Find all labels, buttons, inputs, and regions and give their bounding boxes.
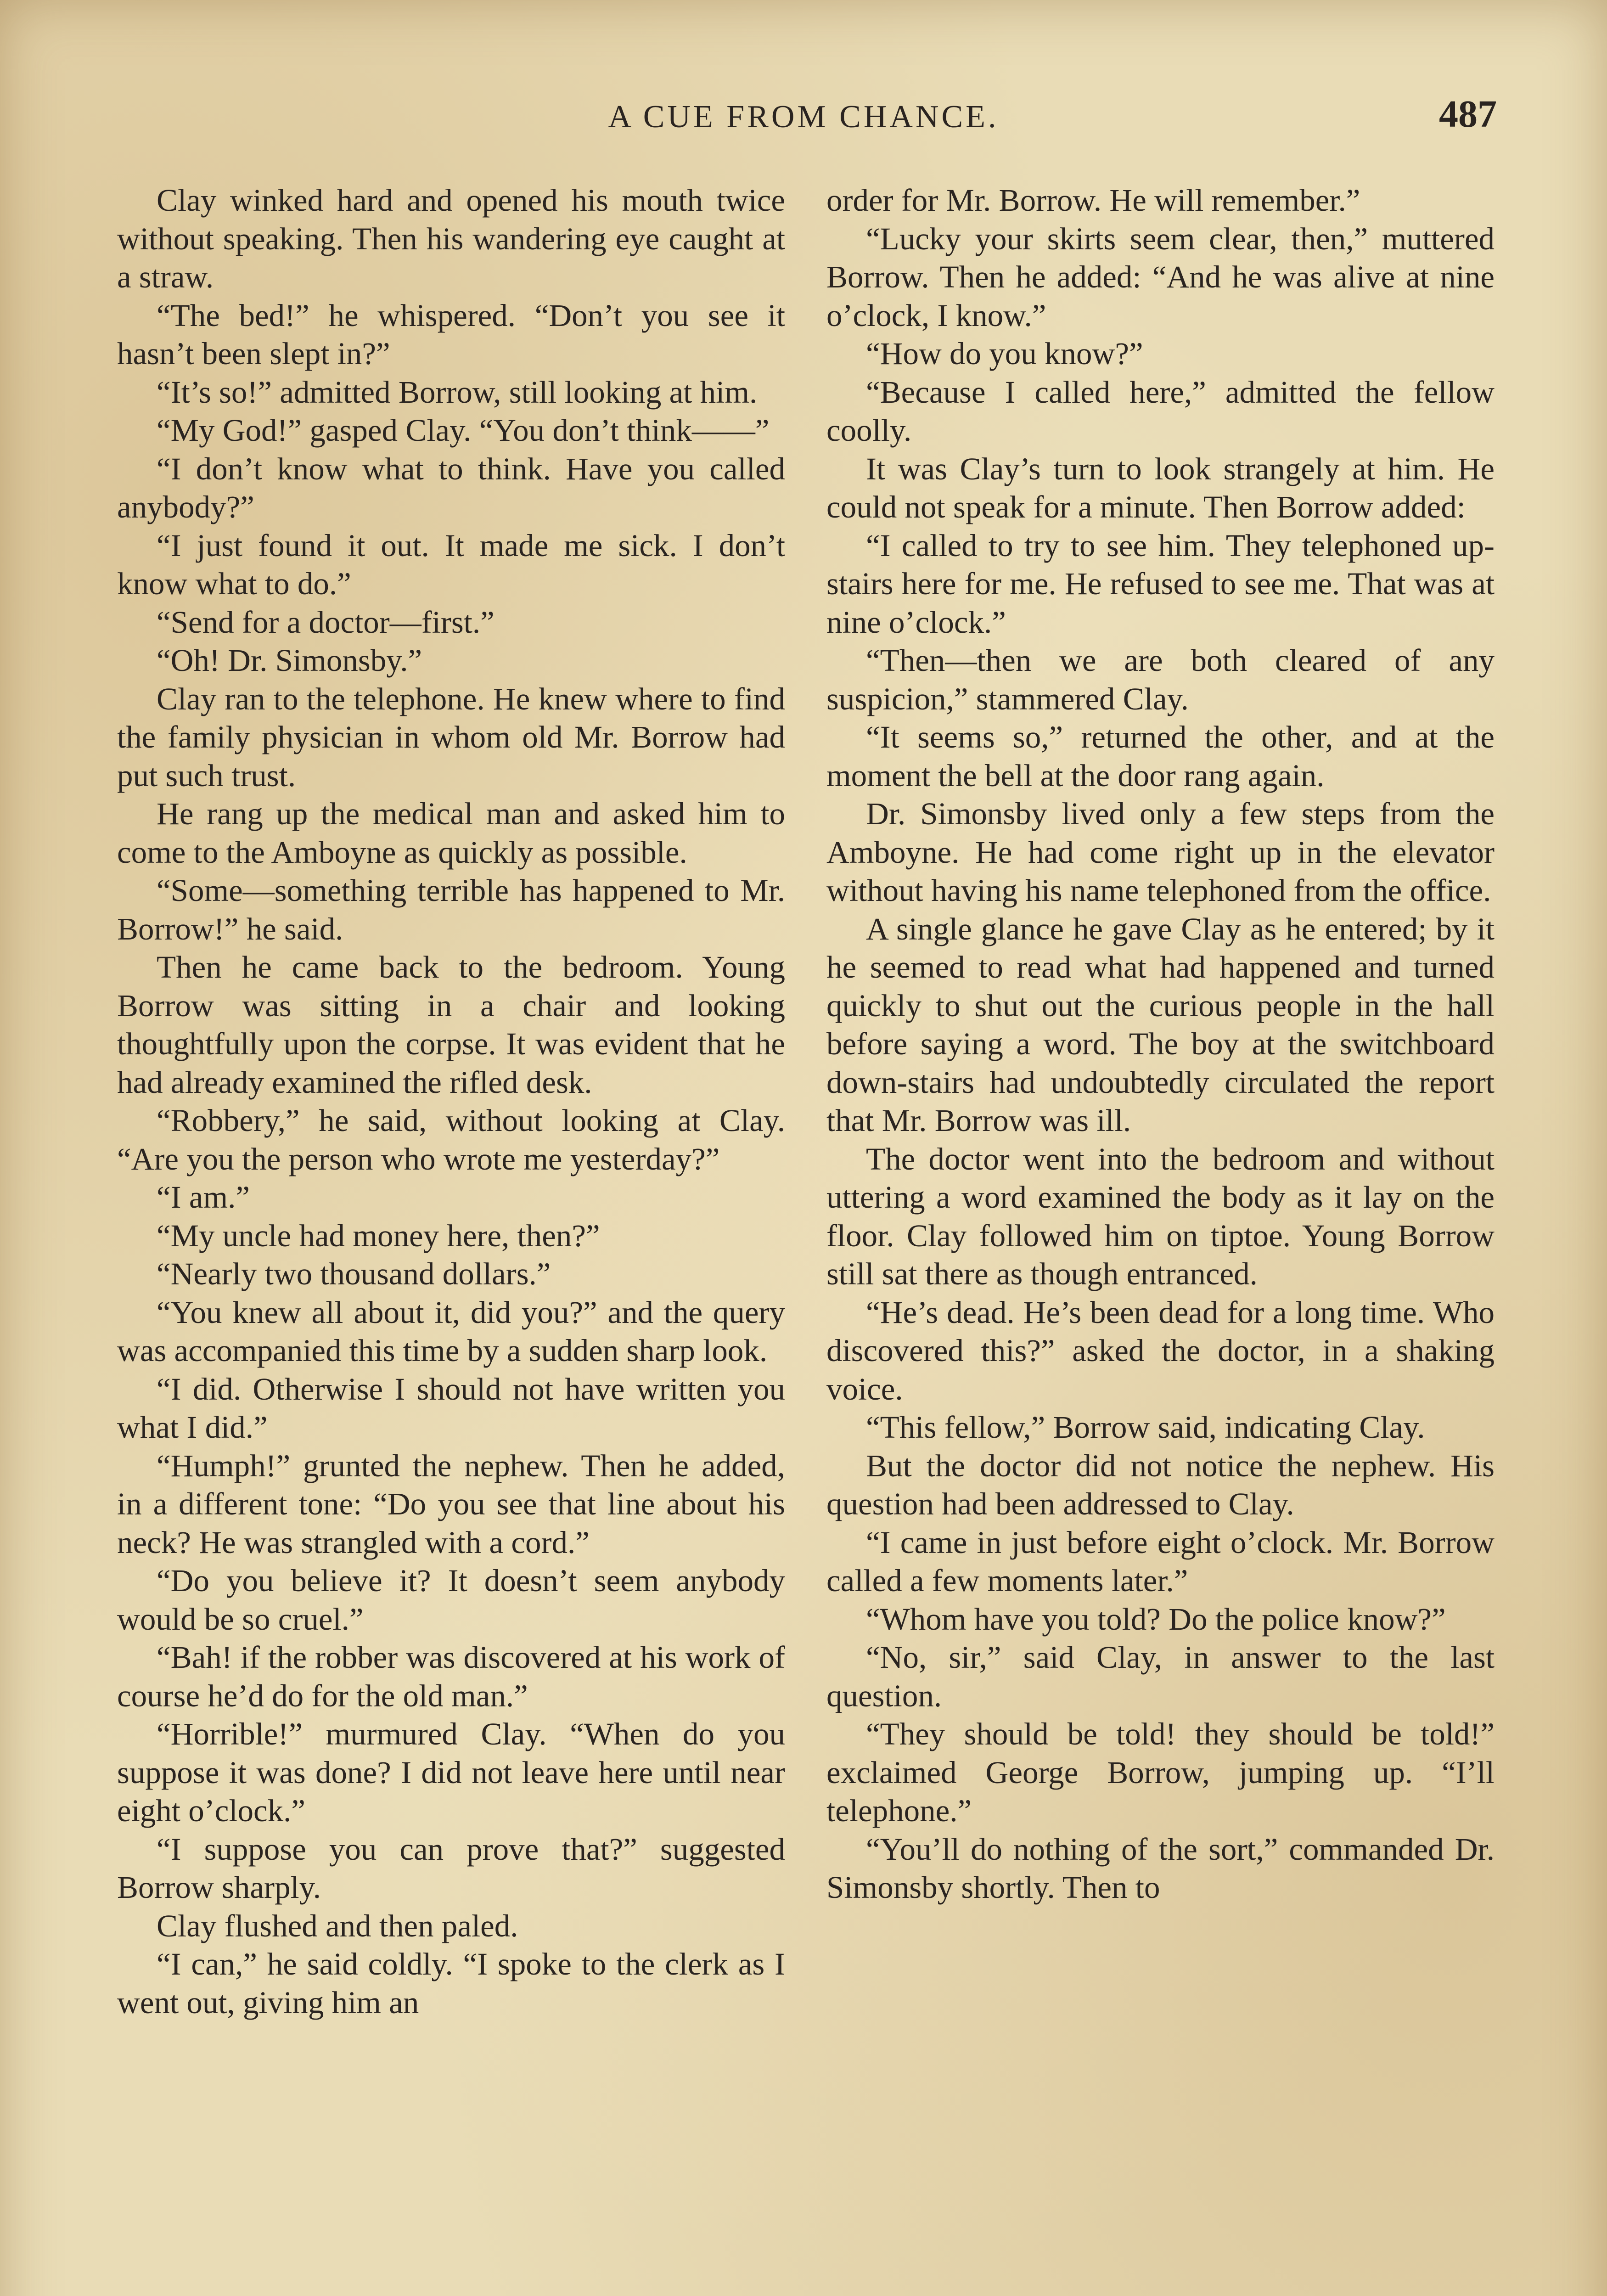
continued-paragraph: order for Mr. Borrow. He will remember.” <box>826 183 1360 218</box>
paragraph: “It seems so,” returned the other, and at the moment the bell at the door rang again. <box>826 720 1495 793</box>
paragraph: “I am.” <box>157 1180 250 1215</box>
paragraph: But the doctor did not notice the nephew. His question had been addressed to Clay. <box>826 1448 1495 1521</box>
paragraph: “Nearly two thousand dollars.” <box>157 1256 551 1291</box>
paragraph: “Humph!” grunted the nephew. Then he added, in a different tone: “Do you see that line about his neck? He was strangled with a cord.” <box>117 1448 785 1560</box>
paragraph: Then he came back to the bedroom. Young Borrow was sitting in a chair and looking thoughtfully upon the corpse. It was evident that he had already examined the rifled desk. <box>117 950 785 1100</box>
paragraph: “It’s so!” admitted Borrow, still looking at him. <box>157 374 758 410</box>
paragraph: “Bah! if the robber was discovered at his work of course he’d do for the old man.” <box>117 1640 785 1713</box>
paragraph: “They should be told! they should be told!” exclaimed George Borrow, jumping up. “I’ll telephone.” <box>826 1716 1495 1828</box>
running-title: A CUE FROM CHANCE. <box>608 99 999 135</box>
paragraph: “I suppose you can prove that?” suggested Borrow sharply. <box>117 1831 785 1905</box>
paragraph: “Oh! Dr. Simonsby.” <box>157 643 422 678</box>
paragraph: “I just found it out. It made me sick. I don’t know what to do.” <box>117 528 785 601</box>
paragraph: “I called to try to see him. They telephoned up-stairs here for me. He refused to see me. That was at nine o’clock.” <box>826 528 1495 640</box>
paragraph: Clay winked hard and opened his mouth twice without speaking. Then his wandering eye caught at a straw. <box>117 183 785 294</box>
paragraph: A single glance he gave Clay as he entered; by it he seemed to read what had happened and turned quickly to shut out the curious people in the hall before saying a word. The boy at the switchboard down-stairs had undoubtedly circulated the report that Mr. Borrow was ill. <box>826 911 1495 1138</box>
paragraph: “My God!” gasped Clay. “You don’t think——” <box>157 413 770 448</box>
paragraph: “You’ll do nothing of the sort,” commanded Dr. Simonsby shortly. Then to <box>826 1831 1495 1905</box>
paragraph: “Lucky your skirts seem clear, then,” muttered Borrow. Then he added: “And he was alive at nine o’clock, I know.” <box>826 221 1495 333</box>
running-head <box>110 90 1497 140</box>
paragraph: The doctor went into the bedroom and without uttering a word examined the body as it lay on the floor. Clay followed him on tiptoe. Young Borrow still sat there as though entranced. <box>826 1141 1495 1291</box>
paragraph: “Horrible!” murmured Clay. “When do you suppose it was done? I did not leave here until near eight o’clock.” <box>117 1716 785 1828</box>
paragraph: “You knew all about it, did you?” and the query was accompanied this time by a sudden sharp look. <box>117 1294 785 1368</box>
paragraph: Dr. Simonsby lived only a few steps from the Amboyne. He had come right up in the elevator without having his name telephoned from the office. <box>826 796 1495 908</box>
paragraph: It was Clay’s turn to look strangely at him. He could not speak for a minute. Then Borrow added: <box>826 451 1495 524</box>
paragraph: “I came in just before eight o’clock. Mr. Borrow called a few moments later.” <box>826 1525 1495 1598</box>
paragraph: “He’s dead. He’s been dead for a long time. Who discovered this?” asked the doctor, in a shaking voice. <box>826 1294 1495 1407</box>
paragraph: Clay ran to the telephone. He knew where to find the family physician in whom old Mr. Borrow had put such trust. <box>117 681 785 793</box>
paragraph: “Then—then we are both cleared of any suspicion,” stammered Clay. <box>826 643 1495 716</box>
paragraph: “Whom have you told? Do the police know?” <box>866 1601 1446 1637</box>
right-column <box>826 181 1495 2296</box>
paragraph: “This fellow,” Borrow said, indicating Clay. <box>866 1410 1425 1445</box>
left-column <box>117 181 785 2296</box>
paragraph: “I don’t know what to think. Have you called anybody?” <box>117 451 785 524</box>
paragraph: “My uncle had money here, then?” <box>157 1218 600 1253</box>
paragraph: “Robbery,” he said, without looking at Clay. “Are you the person who wrote me yesterday?” <box>117 1103 785 1176</box>
paragraph: “Some—something terrible has happened to Mr. Borrow!” he said. <box>117 873 785 946</box>
paragraph: “How do you know?” <box>866 336 1143 371</box>
paragraph: “Send for a doctor—first.” <box>157 604 494 640</box>
paragraph: “No, sir,” said Clay, in answer to the last question. <box>826 1640 1495 1713</box>
paragraph: “Because I called here,” admitted the fellow coolly. <box>826 374 1495 448</box>
paragraph: “I did. Otherwise I should not have written you what I did.” <box>117 1371 785 1445</box>
paragraph: He rang up the medical man and asked him to come to the Amboyne as quickly as possible. <box>117 796 785 870</box>
paragraph: “Do you believe it? It doesn’t seem anybody would be so cruel.” <box>117 1563 785 1637</box>
paragraph: “I can,” he said coldly. “I spoke to the clerk as I went out, giving him an <box>117 1947 785 2020</box>
paragraph: “The bed!” he whispered. “Don’t you see it hasn’t been slept in?” <box>117 298 785 371</box>
page-number: 487 <box>1439 93 1497 135</box>
paragraph: Clay flushed and then paled. <box>157 1908 518 1943</box>
